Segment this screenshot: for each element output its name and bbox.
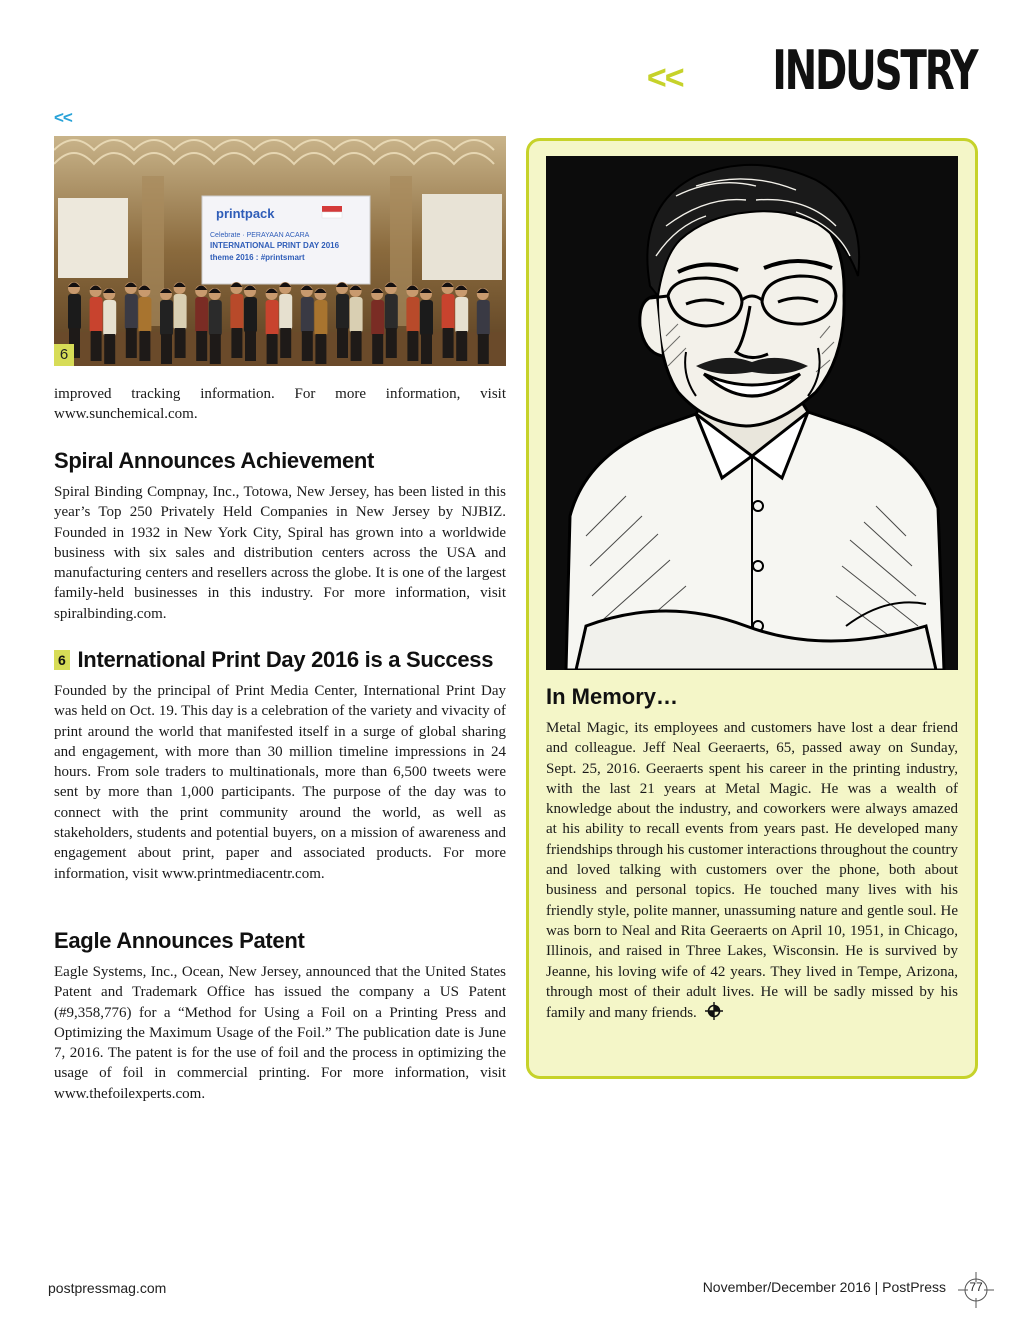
person-figure xyxy=(406,297,419,333)
person-legs xyxy=(478,334,489,364)
article-2-title xyxy=(54,647,506,673)
person-legs xyxy=(245,331,256,361)
person-legs xyxy=(372,334,383,364)
person-figure xyxy=(477,300,490,336)
person-legs xyxy=(175,328,186,358)
intro-paragraph: improved tracking information. For more information, visit www.sunchemical.com. xyxy=(54,386,506,423)
person-figure xyxy=(279,294,292,330)
person-figure xyxy=(442,294,455,330)
person-legs xyxy=(104,334,115,364)
person-figure xyxy=(209,300,222,336)
article-2-number-tag: 6 xyxy=(54,650,70,670)
person-legs xyxy=(196,331,207,361)
event-photo xyxy=(54,136,506,366)
section-arrows: << xyxy=(646,59,683,97)
person-legs xyxy=(337,328,348,358)
person-figure xyxy=(68,294,81,330)
section-title: INDUSTRY xyxy=(771,39,976,102)
person-figure xyxy=(244,297,257,333)
person-legs xyxy=(421,334,432,364)
person-figure xyxy=(350,297,363,333)
person-figure xyxy=(336,294,349,330)
person-legs xyxy=(139,331,150,361)
person-figure xyxy=(138,297,151,333)
article-1-body: Spiral Binding Compnay, Inc., Totowa, New Jersey, has been listed in this year’s Top 250 Privately Held Companies in New Jersey by NJBIZ. Founded in 1932 in New York City, Spiral has grown into a worldwide business with six sales and distribution centers across the USA and manufacturing centers and resellers across the globe. It is one of the largest family-held businesses in this industry. For more information, visit spiralbinding.com. xyxy=(54,484,506,622)
person-legs xyxy=(315,334,326,364)
person-legs xyxy=(351,331,362,361)
person-legs xyxy=(91,331,102,361)
photo-number-tag: 6 xyxy=(54,344,74,366)
person-figure xyxy=(195,297,208,333)
person-legs xyxy=(456,331,467,361)
person-legs xyxy=(386,328,397,358)
in-memory-body-text: Metal Magic, its employees and customers have lost a dear friend and colleague. Jeff Neal Geeraerts, 65, passed away on Sunday, Sept. 25, 2016. Geeraerts spent his career in the printing industry, with the last 21 years at Metal Magic. He was a wealth of knowledge about the industry, and coworkers were always amazed at his ability to recall events from years past. He developed many friendships through his customer interactions throughout the country and loved talking with customers over the phone, both about business and personal topics. He touched many lives with his friendly style, polite manner, unassuming nature and gentle soul. He was born to Neal and Rita Geeraerts on April 10, 1951, in Chicago, Illinois, and raised in Three Lakes, Wisconsin. He is survived by Jeanne, his loving wife of 42 years. They lived in Tempe, Arizona, through most of their adult lives. He will be sadly missed by his family and many friends. xyxy=(546,720,959,1022)
person-figure xyxy=(455,297,468,333)
article-3-body: Eagle Systems, Inc., Ocean, New Jersey, announced that the United States Patent and Trademark Office has issued the company a US Patent (#9,358,776) for a “Method for Using a Foil on a Printing Press and Optimizing the Maximum Usage of the Foil.” The publication date is June 7, 2016. The patent is for the use of foil and the process in optimizing the usage of foil in commercial printing. For more information, visit www.thefoilexperts.com. xyxy=(54,964,506,1102)
person-legs xyxy=(161,334,172,364)
in-memory-body xyxy=(546,718,958,1026)
footer-issue: November/December 2016 | PostPress xyxy=(702,1279,946,1295)
article-3-title: Eagle Announces Patent xyxy=(54,928,305,953)
column-arrows: << xyxy=(54,108,72,127)
person-legs xyxy=(267,334,278,364)
person-legs xyxy=(231,328,242,358)
person-figure xyxy=(314,300,327,336)
person-figure xyxy=(90,297,103,333)
section-header xyxy=(646,39,976,102)
person-legs xyxy=(443,328,454,358)
in-memory-title: In Memory… xyxy=(546,684,679,709)
page-number xyxy=(956,1270,996,1310)
person-legs xyxy=(280,328,291,358)
person-figure xyxy=(103,300,116,336)
person-legs xyxy=(210,334,221,364)
person-figure xyxy=(420,300,433,336)
article-2-body: Founded by the principal of Print Media Center, International Print Day was held on Oct. 19. This day is a celebration of the variety and vivacity of print around the world that manifested itself in a surge of global sharing and engagement, with more than 30 million timeline impressions in 24 hours. From sole traders to multinationals, more than 6,500 tweets were sent by more than 1,000 participants. The purpose of the day was to connect with the print community around the world, as well as stakeholders, students and potential buyers, on a mission of awareness and engagement about print, paper and associated products. For more information, visit www.printmediacentr.com. xyxy=(54,683,506,882)
banner-brand: printpack xyxy=(216,206,275,221)
person-figure xyxy=(266,300,279,336)
crosshair-icon xyxy=(705,1002,723,1026)
banner-line-2: INTERNATIONAL PRINT DAY 2016 xyxy=(210,241,340,250)
banner-line-3: theme 2016 : #printsmart xyxy=(210,253,305,262)
person-figure xyxy=(230,294,243,330)
person-figure xyxy=(385,294,398,330)
article-1-title: Spiral Announces Achievement xyxy=(54,448,375,473)
portrait-illustration xyxy=(546,156,958,670)
page-number-text: 77 xyxy=(969,1280,983,1294)
banner-line-1: Celebrate · PERAYAAN ACARA xyxy=(210,232,310,239)
person-figure xyxy=(160,300,173,336)
person-legs xyxy=(302,331,313,361)
article-2-title-text: International Print Day 2016 is a Success xyxy=(77,647,494,672)
person-legs xyxy=(407,331,418,361)
person-figure xyxy=(371,300,384,336)
person-figure xyxy=(174,294,187,330)
person-figure xyxy=(301,297,314,333)
person-legs xyxy=(126,328,137,358)
footer-website: postpressmag.com xyxy=(48,1280,167,1296)
person-figure xyxy=(125,294,138,330)
